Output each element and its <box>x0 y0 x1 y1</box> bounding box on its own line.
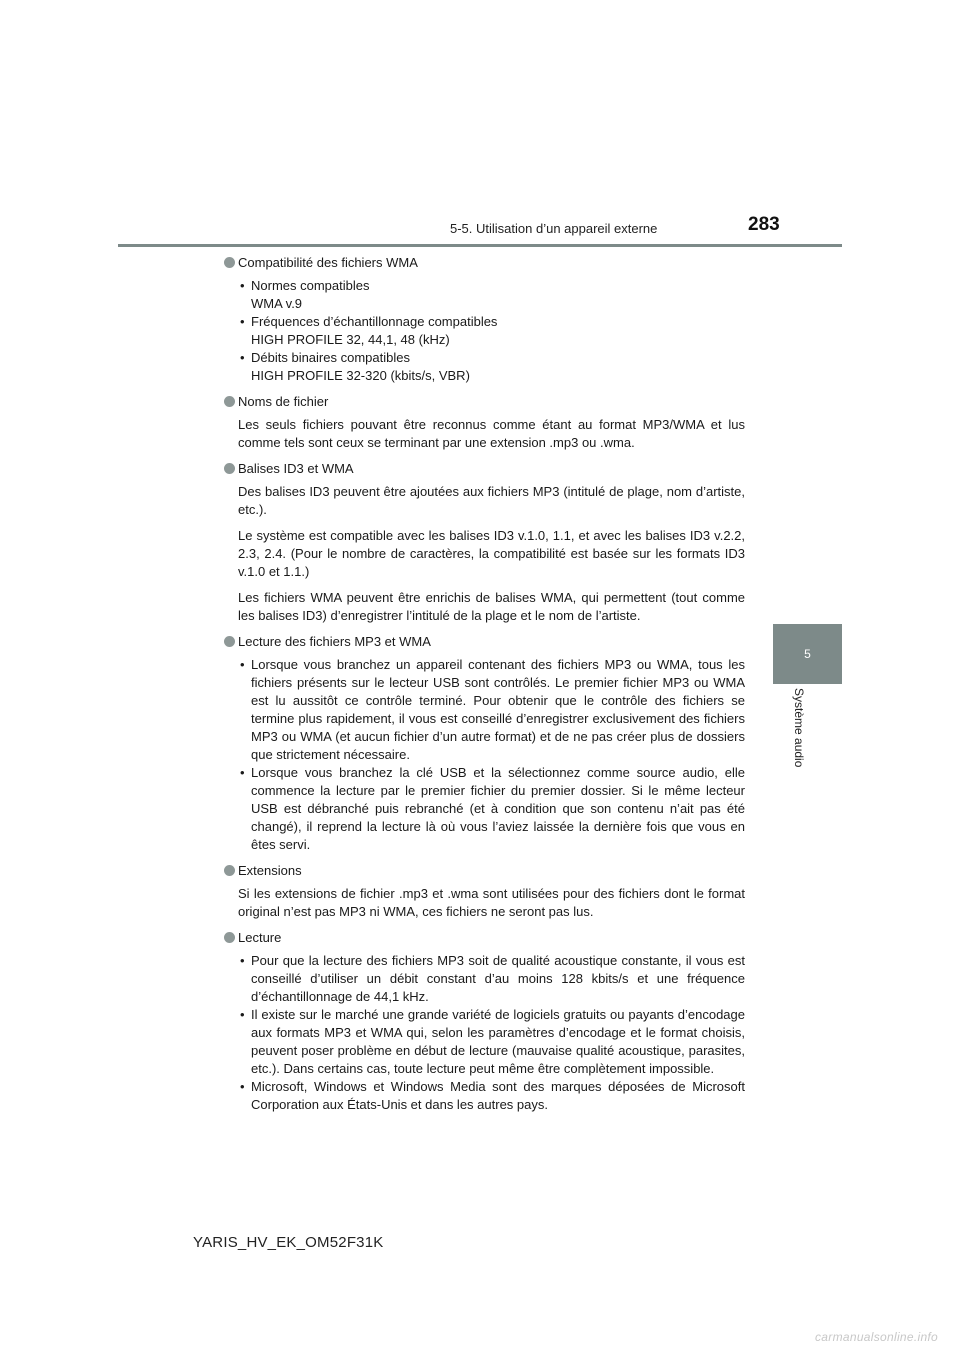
header-divider <box>118 244 842 247</box>
list-item: • Fréquences d’échantillonnage compatibles HIGH PROFILE 32, 44,1, 48 (kHz) <box>240 314 498 347</box>
list-item: • Normes compatibles WMA v.9 <box>240 278 370 311</box>
watermark-text: carmanualsonline.info <box>815 1330 939 1344</box>
bullet-list <box>224 656 745 854</box>
list-dot-icon: • <box>240 953 245 968</box>
section-file-names <box>224 393 745 452</box>
bullet-list <box>224 277 745 385</box>
bullet-icon <box>224 865 235 876</box>
section-heading: 5-5. Utilisation d’un appareil externe <box>450 221 658 236</box>
list-dot-icon: • <box>240 314 245 329</box>
bullet-list <box>224 952 745 1114</box>
document-code: YARIS_HV_EK_OM52F31K <box>193 1234 384 1251</box>
list-dot-icon: • <box>240 278 245 293</box>
list-item: • Débits binaires compatibles HIGH PROFILE 32-320 (kbits/s, VBR) <box>240 350 470 383</box>
section-id3-wma-tags <box>224 460 745 625</box>
paragraph: Le système est compatible avec les balises ID3 v.1.0, 1.1, et avec les balises ID3 v.2.2, 2.3, 2.4. (Pour le nombre de caractères, la compatibilité est basée sur les formats ID3 v.1.0 et 1.1.) <box>238 528 745 579</box>
section-title: Noms de fichier <box>224 393 745 411</box>
list-item: • Microsoft, Windows et Windows Media sont des marques déposées de Microsoft Corporation aux États-Unis et dans les autres pays. <box>240 1079 745 1112</box>
page-number: 283 <box>748 214 780 235</box>
chapter-tab: 5 <box>773 624 842 684</box>
page-content <box>224 254 745 1122</box>
section-wma-compatibility <box>224 254 745 385</box>
list-item: • Il existe sur le marché une grande variété de logiciels gratuits ou payants d’encodage aux formats MP3 et WMA qui, selon les paramètres d’encodage et le format choisis, peuvent poser problème en début de lecture (mauvaise qualité acoustique, parasites, etc.). Dans certains cas, toute lecture peut même être complètement impossible. <box>240 1007 745 1076</box>
bullet-icon <box>224 636 235 647</box>
paragraph: Si les extensions de fichier .mp3 et .wma sont utilisées pour des fichiers dont le format original n’est pas MP3 ni WMA, ces fichiers ne seront pas lus. <box>238 886 745 919</box>
paragraph: Les fichiers WMA peuvent être enrichis de balises WMA, qui permettent (tout comme les balises ID3) d’enregistrer l’intitulé de la plage et le nom de l’artiste. <box>238 590 745 623</box>
bullet-icon <box>224 257 235 268</box>
list-dot-icon: • <box>240 350 245 365</box>
paragraph: Les seuls fichiers pouvant être reconnus comme étant au format MP3/WMA et lus comme tels sont ceux se terminant par une extension .mp3 ou .wma. <box>238 417 745 450</box>
list-dot-icon: • <box>240 1079 245 1094</box>
list-item: • Lorsque vous branchez un appareil contenant des fichiers MP3 ou WMA, tous les fichiers présents sur le lecteur USB sont contrôlés. Le premier fichier MP3 ou WMA est lu aussitôt ce contrôle terminé. Pour obtenir que le contrôle des fichiers se termine plus rapidement, il vous est conseillé d’enregistrer exclusivement des fichiers MP3 ou WMA (et aucun fichier d’un autre format) et de ne pas créer plus de dossiers que strictement nécessaire. <box>240 657 745 762</box>
section-extensions <box>224 862 745 921</box>
bullet-icon <box>224 463 235 474</box>
list-dot-icon: • <box>240 765 245 780</box>
paragraph: Des balises ID3 peuvent être ajoutées aux fichiers MP3 (intitulé de plage, nom d’artiste, etc.). <box>238 484 745 517</box>
list-dot-icon: • <box>240 657 245 672</box>
section-title: Extensions <box>224 862 745 880</box>
section-title: Balises ID3 et WMA <box>224 460 745 478</box>
section-title: Compatibilité des fichiers WMA <box>224 254 745 272</box>
section-playback <box>224 929 745 1114</box>
section-title: Lecture <box>224 929 745 947</box>
list-item: • Lorsque vous branchez la clé USB et la sélectionnez comme source audio, elle commence la lecture par le premier fichier du premier dossier. Si le même lecteur USB est débranché puis rebranché (et à condition que son contenu n’ait pas été changé), il reprend la lecture là où vous l’aviez laissée la dernière fois que vous en êtes servi. <box>240 765 745 852</box>
section-title: Lecture des fichiers MP3 et WMA <box>224 633 745 651</box>
bullet-icon <box>224 396 235 407</box>
bullet-icon <box>224 932 235 943</box>
list-dot-icon: • <box>240 1007 245 1022</box>
chapter-label: Système audio <box>792 688 806 768</box>
list-item: • Pour que la lecture des fichiers MP3 soit de qualité acoustique constante, il vous est conseillé d’utiliser un débit constant d’au moins 128 kbits/s et une fréquence d’échantillonnage de 44,1 kHz. <box>240 953 745 1004</box>
section-mp3-wma-playback <box>224 633 745 854</box>
